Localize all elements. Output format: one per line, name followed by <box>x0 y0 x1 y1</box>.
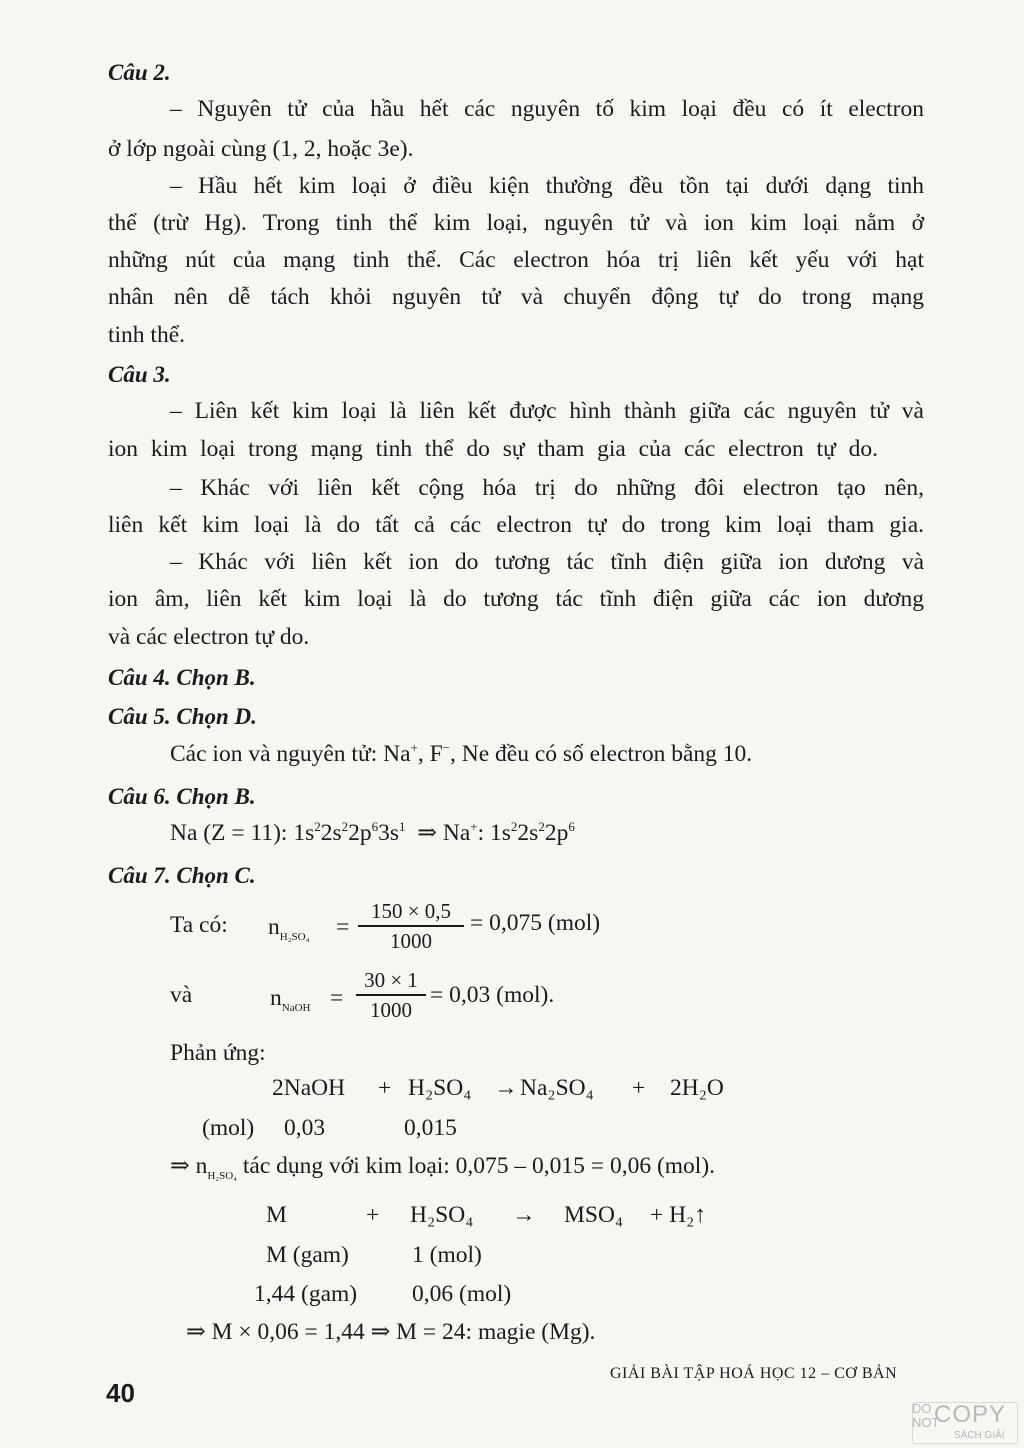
reaction2-h2: + H₂↑ <box>650 1202 707 1228</box>
n-symbol: n <box>268 914 280 940</box>
n-subscript: H₂SO₄ <box>279 931 310 943</box>
config-sup: 6 <box>371 819 379 834</box>
cau2-p1-line2: ở lớp ngoài cùng (1, 2, hoặc 3e). <box>108 136 414 162</box>
cau3-p1-line1: – Liên kết kim loại là liên kết được hình thành giữa các nguyên tử và <box>170 398 924 424</box>
reaction1-plus2: + <box>632 1075 646 1101</box>
config-sup: 2 <box>314 819 321 834</box>
cau3-p2-line2: liên kết kim loại là do tất cả các electron tự do trong kim loại tham gia. <box>108 512 924 538</box>
implication-line <box>170 1151 715 1181</box>
fraction-1-denominator: 1000 <box>390 928 432 953</box>
cau7-eq1: = <box>336 914 350 940</box>
config-sup: 2 <box>510 819 518 834</box>
fraction-2-numerator: 30 × 1 <box>364 968 418 992</box>
reaction1-h2so4: H₂SO₄ <box>408 1075 472 1101</box>
cau2-p2-line4: nhân nên dễ tách khỏi nguyên tử và chuyển động tự do trong mạng <box>108 284 924 310</box>
cau6-heading: Câu 6. Chọn B. <box>108 784 256 809</box>
n-subscript: NaOH <box>281 1002 311 1014</box>
reaction2-m: M <box>266 1202 287 1228</box>
cau4-heading: Câu 4. Chọn B. <box>108 665 256 690</box>
cau5-sup-b: − <box>442 740 451 755</box>
fraction-2-denominator: 1000 <box>370 997 412 1022</box>
fraction-1 <box>358 897 464 955</box>
reaction2-arrow: → <box>512 1202 536 1228</box>
n-symbol: n <box>270 985 282 1011</box>
reaction1-na2so4: Na₂SO₄ <box>520 1075 594 1101</box>
cau7-n1 <box>268 912 309 942</box>
config-orbital: 2p <box>348 820 372 846</box>
cau7-eq2: = <box>330 985 344 1011</box>
n-subscript: H₂SO₄ <box>207 1170 238 1182</box>
fraction-2 <box>356 966 426 1024</box>
cau5-line <box>170 739 752 769</box>
n-symbol: n <box>195 1153 208 1179</box>
row-b-mol: 0,06 (mol) <box>412 1281 512 1307</box>
cau7-n2 <box>270 983 310 1013</box>
cau5-text-a: Các ion và nguyên tử: Na <box>170 741 411 767</box>
cau2-p1-line1: – Nguyên tử của hầu hết các nguyên tố kim loại đều có ít electron <box>170 96 924 122</box>
cau3-p3-line2: ion âm, liên kết kim loại là do tương tác tĩnh điện giữa các ion dương <box>108 586 924 612</box>
config-orbital: 2s <box>320 820 342 846</box>
cau7-va: và <box>170 982 193 1008</box>
cau3-p3-line1: – Khác với liên kết ion do tương tác tĩnh điện giữa ion dương và <box>170 549 924 575</box>
reaction2-plus: + <box>366 1202 380 1228</box>
cau3-p2-line1: – Khác với liên kết cộng hóa trị do những đôi electron tạo nên, <box>170 475 924 501</box>
cau7-taco: Ta có: <box>170 912 228 938</box>
mol-h2so4: 0,015 <box>404 1115 457 1141</box>
stamp-brand: SÁCH GIẢI <box>954 1430 1005 1441</box>
do-not-copy-stamp <box>912 1402 1020 1444</box>
final-result: ⇒ M × 0,06 = 1,44 ⇒ M = 24: magie (Mg). <box>186 1319 596 1345</box>
cau6-ion-sup: + <box>470 819 478 834</box>
cau6-line <box>170 818 575 848</box>
stamp-do: DO <box>912 1401 932 1416</box>
cau2-heading: Câu 2. <box>108 60 171 85</box>
cau2-p2-line3: những nút của mạng tinh thể. Các electron hóa trị liên kết yếu với hạt <box>108 247 924 273</box>
row-b-gam: 1,44 (gam) <box>254 1281 358 1307</box>
cau3-p3-line3: và các electron tự do. <box>108 624 310 650</box>
cau3-heading: Câu 3. <box>108 362 171 387</box>
config-orbital: 3s <box>378 820 400 846</box>
cau2-p2-line1: – Hầu hết kim loại ở điều kiện thường đều tồn tại dưới dạng tinh <box>170 173 924 199</box>
config-sup: 2 <box>538 819 545 834</box>
cau7-heading: Câu 7. Chọn C. <box>108 863 256 888</box>
page-number: 40 <box>106 1378 135 1408</box>
cau5-heading: Câu 5. Chọn D. <box>108 704 257 729</box>
row-a-mol: 1 (mol) <box>412 1242 482 1268</box>
reaction1-plus: + <box>378 1075 392 1101</box>
config-sup: 1 <box>399 819 406 834</box>
cau5-text-b: , F <box>417 741 443 767</box>
implication-text: tác dụng với kim loại: 0,075 – 0,015 = 0,06 (mol). <box>242 1153 716 1179</box>
config-orbital: 2s <box>517 820 539 846</box>
stamp-copy: COPY <box>934 1401 1007 1428</box>
config-sup: 6 <box>568 819 575 834</box>
config-orbital: 2p <box>544 820 569 846</box>
cau5-text-c: , Ne đều có số electron bằng 10. <box>450 741 753 767</box>
cau3-p1-line2: ion kim loại trong mạng tinh thể do sự tham gia của các electron tự do. <box>108 436 878 462</box>
config-sup: 2 <box>341 819 349 834</box>
mol-naoh: 0,03 <box>284 1115 326 1141</box>
cau6-arrow: ⇒ Na <box>417 820 471 846</box>
cau2-p2-line2: thể (trừ Hg). Trong tinh thể kim loại, nguyên tử và ion kim loại nằm ở <box>108 210 924 236</box>
cau6-ion-lead: : 1s <box>477 820 511 846</box>
cau5-sup-a: + <box>410 740 418 755</box>
row-a-gam: M (gam) <box>266 1242 349 1268</box>
cau2-p2-line5: tinh thể. <box>108 322 186 348</box>
mol-label: (mol) <box>202 1115 255 1141</box>
fraction-1-numerator: 150 × 0,5 <box>370 899 452 923</box>
book-title: GIẢI BÀI TẬP HOÁ HỌC 12 – CƠ BẢN <box>610 1365 898 1382</box>
cau7-phanung: Phản ứng: <box>170 1040 266 1066</box>
cau7-res2: = 0,03 (mol). <box>430 982 555 1008</box>
implies-icon: ⇒ <box>170 1153 190 1179</box>
reaction1-h2o: 2H₂O <box>670 1075 724 1101</box>
cau6-lead: Na (Z = 11): 1s <box>170 820 315 846</box>
stamp-not: NOT <box>912 1415 940 1430</box>
reaction1-arrow: → <box>494 1075 518 1101</box>
cau7-res1: = 0,075 (mol) <box>470 910 601 936</box>
reaction1-naoh: 2NaOH <box>272 1075 346 1101</box>
reaction2-mso4: MSO₄ <box>564 1202 624 1228</box>
reaction2-h2so4: H₂SO₄ <box>410 1202 474 1228</box>
